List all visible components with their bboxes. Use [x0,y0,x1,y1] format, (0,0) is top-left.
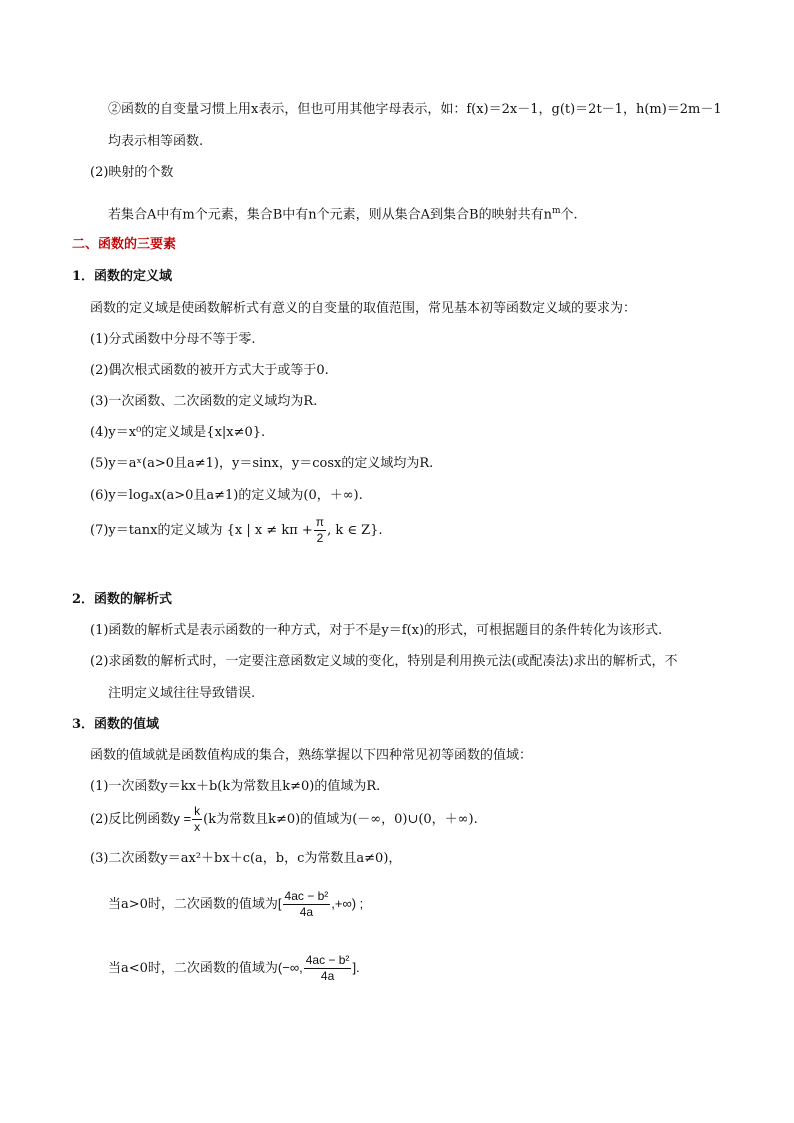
range-heading: 3．函数的值域 [72,717,160,732]
domain-item-2: (2)偶次根式函数的被开方式大于或等于0. [90,363,329,378]
domain-item-7 [90,514,383,548]
domain-item-4: (4)y＝x⁰的定义域是{x|x≠0}. [90,425,266,440]
vertex-value-fraction-1 [283,889,331,920]
pi-over-2-fraction [314,515,326,546]
mapping-count-text-b: 个. [560,207,578,223]
case2-open: (−∞, [277,960,303,975]
case2-denominator: 4a [320,969,335,983]
range-case-a-negative [108,948,360,989]
mapping-count-text [108,202,578,224]
note-2-line-2: 均表示相等函数. [108,134,204,149]
vertex-value-fraction-2 [304,953,352,984]
domain-intro: 函数的定义域是使函数解析式有意义的自变量的取值范围，常见基本初等函数定义域的要求为： [90,301,637,316]
x-denominator: x [194,820,201,834]
range-item-2-prefix: (2)反比例函数 [90,812,174,827]
inverse-function-y: y = [173,811,192,826]
case2-prefix: 当a<0时，二次函数的值域为 [108,961,278,976]
mapping-count-text-a: 若集合A中有m个元素，集合B中有n个元素，则从集合A到集合B的映射共有n [108,207,552,223]
tan-domain-set-b: , k ∈ Z}. [327,523,383,538]
case1-prefix: 当a>0时，二次函数的值域为 [108,897,278,912]
domain-item-3: (3)一次函数、二次函数的定义域均为R. [90,394,318,409]
case2-numerator: 4ac − b² [305,953,350,967]
domain-item-5: (5)y＝aˣ(a>0且a≠1)，y＝sinx，y＝cosx的定义域均为R. [90,456,434,471]
domain-heading: 1．函数的定义域 [72,269,173,284]
domain-item-7-prefix: (7)y＝tanx的定义域为 [90,523,223,538]
mapping-count-heading: (2)映射的个数 [90,165,174,180]
range-intro: 函数的值域就是函数值构成的集合，熟练掌握以下四种常见初等函数的值域： [90,748,533,763]
note-2-line-1: ②函数的自变量习惯上用x表示，但也可用其他字母表示，如：f(x)＝2x－1，g(t)＝2t－1，h(m)＝2m－1 [108,102,722,117]
domain-item-1: (1)分式函数中分母不等于零. [90,332,256,347]
expr-item-2-line-1: (2)求函数的解析式时，一定要注意函数定义域的变化，特别是利用换元法(或配凑法)求出的解析式，不 [90,654,678,669]
k-over-x-fraction [192,804,202,835]
section-two-heading: 二、函数的三要素 [72,237,177,252]
domain-item-6: (6)y＝logₐx(a>0且a≠1)的定义域为(0，＋∞). [90,488,363,503]
expr-item-2-line-2: 注明定义域往往导致错误. [108,686,256,701]
tan-domain-set-a: {x | x ≠ kπ + [226,523,313,538]
pi-numerator: π [315,515,325,529]
case1-open-bracket: [ [277,896,282,911]
case1-numerator: 4ac − b² [284,889,329,903]
case1-denominator: 4a [299,905,314,919]
expr-item-1: (1)函数的解析式是表示函数的一种方式，对于不是y＝f(x)的形式，可根据题目的条件转化为该形式. [90,623,663,638]
mapping-count-exponent: m [551,206,561,216]
case2-close: ]. [352,960,360,975]
case1-close: ,+∞) ; [331,896,364,911]
pi-denominator: 2 [316,531,324,545]
range-item-1: (1)一次函数y＝kx＋b(k为常数且k≠0)的值域为R. [90,779,381,794]
range-item-3: (3)二次函数y＝ax²＋bx＋c(a，b，c为常数且a≠0)， [90,851,402,866]
range-item-2-suffix: (k为常数且k≠0)的值域为(－∞，0)∪(0，＋∞). [203,812,478,827]
k-numerator: k [194,804,201,818]
range-case-a-positive [108,884,363,925]
range-item-2 [90,802,478,837]
expr-heading: 2．函数的解析式 [72,592,173,607]
